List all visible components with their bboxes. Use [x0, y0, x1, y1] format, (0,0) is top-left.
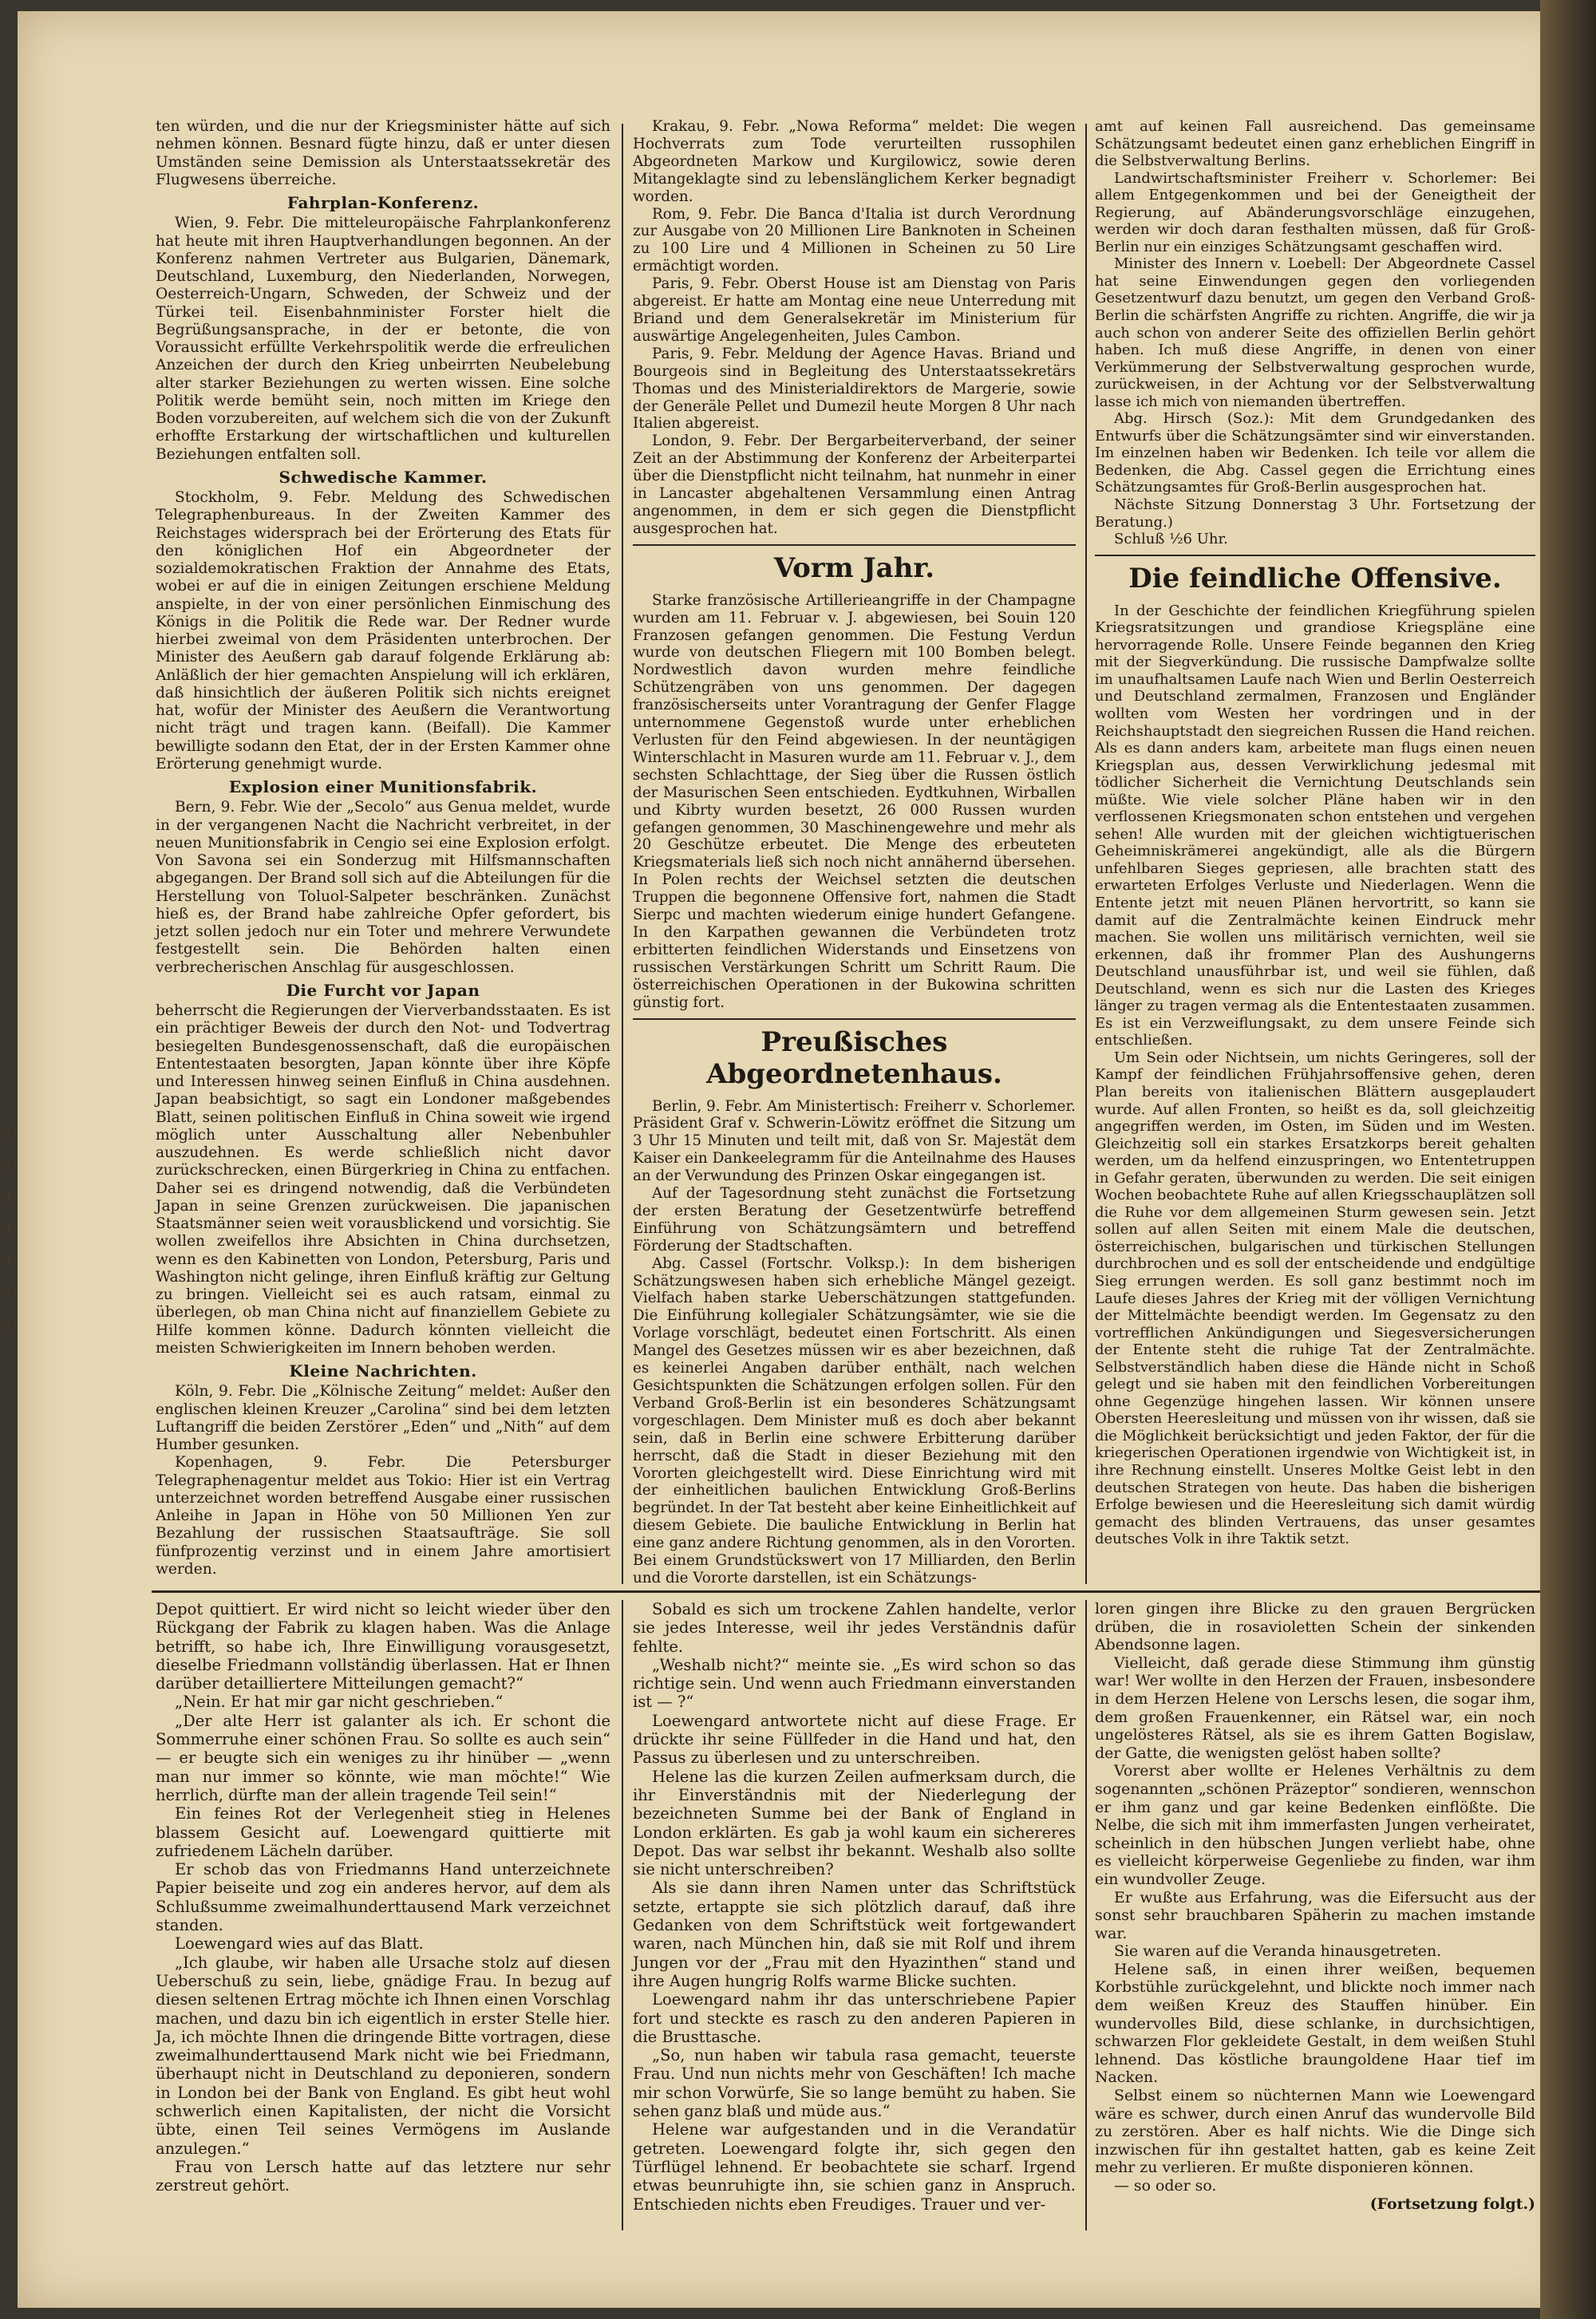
section-title: Preußisches Abgeordnetenhaus.: [706, 1025, 1002, 1090]
column-rule: [622, 124, 623, 1584]
paragraph: Schluß ½6 Uhr.: [1114, 531, 1228, 548]
paragraph: Starke französische Artillerieangriffe in der Champagne wurden am 11. Februar v. J. abgewiesen, bei Souin 120 Franzosen gefangen genommen. Die Festung Verdun wurde von deutschen Fliegern mit 100 Bomben belegt. Nordwestlich davon wurden mehre feindliche Schützengräben von uns genommen. Der dagegen französischerseits unter Vorantragung der Genfer Flagge unternommene Gegenstoß wurde unter erheblichen Verlusten für den Feind abgewiesen. In der neuntägigen Winterschlacht in Masuren wurde am 11. Februar v. J., dem sechsten Schlachttage, der Sieg über die Russen östlich der Masurischen Seen entschieden. Eydtkuhnen, Wirballen und Kibrty wurden besetzt, 26 000 Russen wurden gefangen genommen, 30 Maschinengewehre und mehr als 20 Geschütze erbeutet. Die Menge des erbeuteten Kriegsmaterials ließ sich noch nicht annähernd übersehen. In Polen rechts der Weichsel setzten die deutschen Truppen die begonnene Offensive fort, nahmen die Stadt Sierpc und machten wiederum einige hundert Gefangene. In den Karpathen gewannen die Verbündeten trotz erbitterten feindlichen Widerstands und Einsetzens von russischen Verstärkungen Schritt um Schritt Raum. Die österreichischen Operationen in der Bukowina schritten günstig fort.: [633, 591, 1076, 1011]
paragraph: loren gingen ihre Blicke zu den grauen Bergrücken drüben, die in rosavioletten Schein der sinkenden Abendsonne lagen.: [1095, 1600, 1535, 1654]
paragraph: In der Geschichte der feindlichen Kriegführung spielen Kriegsratsitzungen und grandiose Kriegspläne eine hervorragende Rolle. Unsere Feinde begannen den Krieg mit der Siegverkündung. Die russische Dampfwalze sollte im unaufhaltsamen Laufe nach Wien und Berlin Oesterreich und Deutschland zermalmen, Franzosen und Engländer wollten vom Westen her vordringen und in der Reichshauptstadt den siegreichen Russen die Hand reichen. Als es dann anders kam, arbeitete man flugs einen neuen Kriegsplan aus, dessen Verwirklichung jedesmal mit tödlicher Sicherheit die Vernichtung Deutschlands sein müßte. Wie viele solcher Pläne haben wir in den verflossenen Kriegsmonaten schon entstehen und vergehen sehen! Alle wurden mit der gleichen wichtigtuerischen Geheimniskrämerei angekündigt, alle als die Bürgern unfehlbaren Sieges gepriesen, alle brachten statt des erwarteten Erfolges Verluste und Niederlagen. Wenn die Entente jetzt mit neuen Plänen hervortritt, so kann sie damit auf die Zentralmächte keinen Eindruck mehr machen. Sie wollen uns militärisch vernichten, weil sie erkennen, daß ihr frommer Plan des Aushungerns Deutschland unausführbar ist, und weil sie fühlen, daß Deutschland, wenn es sich nur die Lasten des Krieges länger zu tragen vermag als die Ententestaaten zusammen. Es ist ein Verzweiflungsakt, zu dem unsere Feinde sich entschließen.: [1095, 602, 1535, 1049]
paragraph: Loewengard wies auf das Blatt.: [175, 1934, 424, 1954]
paragraph: Vielleicht, daß gerade diese Stimmung ihm günstig war! Wer wollte in den Herzen der Frauen, insbesondere in dem Herzen Helene von Lerschs lesen, die sogar ihm, dem großen Frauenkenner, ein Rätsel war, ein noch ungelösteres Rätsel, als sie es ihrem Gatten Bogislaw, der Gatte, die wenigsten gelöst haben sollte?: [1095, 1653, 1535, 1762]
paragraph: Helene war aufgestanden und in die Verandatür getreten. Loewengard folgte ihr, sich gegen den Türflügel lehnend. Er beobachtete sie scharf. Irgend etwas beunruhigte ihn, sie schien ganz in Anspruch. Entschieden nichts eben Freudiges. Trauer und ver-: [633, 2120, 1076, 2214]
paragraph: Bern, 9. Febr. Wie der „Secolo“ aus Genua meldet, wurde in der vergangenen Nacht die Nachricht verbreitet, in der neuen Munitionsfabrik in Cengio sei eine Explosion erfolgt. Von Savona sei ein Sonderzug mit Hilfsmannschaften abgegangen. Der Brand soll sich auf die Abteilungen für die Herstellung von Toluol-Salpeter beschränken. Zunächst hieß es, der Brand habe zahlreiche Opfer gefordert, bis jetzt sollen jedoch nur ein Toter und mehrere Verwundete festgestellt sein. Die Behörden halten einen verbrecherischen Anschlag für ausgeschlossen.: [156, 799, 610, 976]
paragraph: Depot quittiert. Er wird nicht so leicht wieder über den Rückgang der Fabrik zu klagen haben. Was die Anlage betrifft, so habe ich, Ihre Einwilligung vorausgesetzt, dieselbe Friedmann vollständig überlassen. Hat er Ihnen darüber detailliertere Mitteilungen gemacht?“: [156, 1600, 610, 1693]
paragraph: Abg. Hirsch (Soz.): Mit dem Grundgedanken des Entwurfs über die Schätzungsämter sind wir einverstanden. Im einzelnen haben wir Bedenken. Ich teile vor allem die Bedenken, die Abg. Cassel gegen die Errichtung eines Schätzungsamtes für Groß-Berlin ausgesprochen hat.: [1095, 410, 1535, 496]
feuilleton-column-3: [1095, 1600, 1535, 2230]
column-rule: [1085, 124, 1087, 1584]
paragraph: Loewengard antwortete nicht auf diese Frage. Er drückte ihr seine Füllfeder in die Hand und hat, den Passus zu überlesen und zu unterschreiben.: [633, 1711, 1076, 1768]
continuation-note: (Fortsetzung folgt.): [1369, 2195, 1535, 2213]
column-rule: [1085, 1600, 1087, 2230]
margin-marks: s s 3 3 3 3 ø: [2, 1125, 12, 1332]
paragraph: Sobald es sich um trockene Zahlen handelte, verlor sie jedes Interesse, weil ihr jedes Verständnis dafür fehlte.: [633, 1600, 1076, 1656]
paragraph: Helene saß, in einen ihrer weißen, bequemen Korbstühle zurückgelehnt, und blickte noch immer nach dem weißen Kreuz des Stauffen hinüber. Ein wundervolles Bild, diese schlanke, in durchsichtigen, schwarzen Flor gekleidete Gestalt, in dem weißen Stuhl lehnend. Das köstliche braungoldene Haar tief im Nacken.: [1095, 1960, 1535, 2087]
paragraph: Nächste Sitzung Donnerstag 3 Uhr. Fortsetzung der Beratung.): [1095, 496, 1535, 531]
paragraph: Rom, 9. Febr. Die Banca d'Italia ist durch Verordnung zur Ausgabe von 20 Millionen Lire Banknoten in Scheinen zu 100 Lire und 4 Millionen in Scheinen zu 50 Lire ermächtigt worden.: [633, 205, 1076, 275]
paragraph: „Der alte Herr ist galanter als ich. Er schont die Sommerruhe einer schönen Frau. So sollte es auch sein“ — er beugte sich ein weniges zu ihr hinüber — „wenn man nur immer so könnte, wie man möchte!“ Wie herrlich, dürfte man der allein tragende Teil sein!“: [156, 1711, 610, 1804]
paragraph: Stockholm, 9. Febr. Meldung des Schwedischen Telegraphenbureaus. In der Zweiten Kammer des Reichstages widersprach bei der Erörterung des Etats für den königlichen Hof ein Abgeordneter der sozialdemokratischen Fraktion der Annahme des Etats, wobei er auf die in einigen Zeitungen erschiene Meldung anspielte, in der von einer persönlichen Einmischung des Königs in die Politik die Rede war. Der Redner wurde hierbei zweimal von dem Präsidenten unterbrochen. Der Minister des Aeußern gab darauf folgende Erklärung ab: Anläßlich der hier gemachten Anspielung will ich erklären, daß hinsichtlich der äußeren Politik sich nichts ereignet hat, wofür der Minister des Aeußern die Verantwortung nicht trägt und tragen kann. (Beifall). Die Kammer bewilligte sodann den Etat, der in der Ersten Kammer ohne Erörterung genehmigt wurde.: [156, 489, 610, 772]
paragraph: Er schob das von Friedmanns Hand unterzeichnete Papier beiseite und zog ein anderes hervor, auf dem als Schlußsumme zweimalhunderttausend Mark verzeichnet standen.: [156, 1860, 610, 1935]
paragraph: Als sie dann ihren Namen unter das Schriftstück setzte, ertappte sie sich plötzlich darauf, daß ihre Gedanken von dem Schriftstück weit fortgewandert waren, nach München hin, daß sie mit Rolf und ihrem Jungen vor der „Frau mit den Hyazinthen“ stand und ihre Augen hungrig Rolfs warme Blicke suchten.: [633, 1879, 1076, 1990]
paragraph: Frau von Lersch hatte auf das letztere nur sehr zerstreut gehört.: [156, 2157, 610, 2195]
section-rule: [633, 1018, 1076, 1020]
column-rule: [622, 1600, 623, 2230]
paragraph: Er wußte aus Erfahrung, was die Eifersucht aus der sonst sehr brauchbaren Späherin zu machen imstande war.: [1095, 1888, 1535, 1942]
section-title: Die feindliche Offensive.: [1128, 562, 1502, 595]
paragraph: beherrscht die Regierungen der Vierverbandsstaaten. Es ist ein prächtiger Beweis der durch den Not- und Todvertrag besiegelten Bundesgenossenschaft, daß die europäischen Ententestaaten besorgten, Japan könnte über ihre Köpfe und Interessen hinweg seinen Einfluß in China ausdehnen. Japan beabsichtigt, so sagt ein Londoner maßgebendes Blatt, seinen politischen Einfluß in China soweit wie irgend möglich unter Ausschaltung aller Nebenbuhler auszudehnen. Es werde schließlich nicht davor zurückschrecken, einen Bürgerkrieg in China zu entfachen. Daher sei es dringend notwendig, daß die Verbündeten Japan in seine Grenzen zurückweisen. Die japanischen Staatsmänner seien weit vorausblickend und vorsichtig. Sie wollen zweifellos ihre Absichten in China durchsetzen, wenn es den Kabinetten von London, Petersburg, Paris und Washington nicht gelinge, ihren Einfluß kräftig zur Geltung zu bringen. Vielleicht sei es auch ratsam, einmal zu überlegen, ob man China nicht auf finanziellem Gebiete zu Hilfe kommen könne. Dadurch könnten vielleicht die meisten Schwierigkeiten im Innern behoben werden.: [156, 1002, 610, 1357]
paragraph: Landwirtschaftsminister Freiherr v. Schorlemer: Bei allem Entgegenkommen und bei der Geneigtheit der Regierung, auf Abänderungsvorschläge einzugehen, werden wir doch daran festhalten müssen, daß für Groß-Berlin nur ein einziges Schätzungsamt geschaffen wird.: [1095, 169, 1535, 255]
paragraph: „Ich glaube, wir haben alle Ursache stolz auf diesen Ueberschuß zu sein, liebe, gnädige Frau. In bezug auf diesen seltenen Ertrag möchte ich Ihnen einen Vorschlag machen, und dazu bin ich eigentlich in erster Stelle hier. Ja, ich möchte Ihnen die dringende Bitte vortragen, diese zweimalhunderttausend Mark nicht wie bei Friedmann, überhaupt nicht in Deutschland zu deponieren, sondern in London bei der Bank von England. Es gibt heut wohl schwerlich einen Kapitalisten, der nicht die Vorsicht übte, einen Teil seines Vermögens im Auslande anzulegen.“: [156, 1953, 610, 2158]
paragraph: „Nein. Er hat mir gar nicht geschrieben.“: [175, 1693, 504, 1712]
paragraph: London, 9. Febr. Der Bergarbeiterverband, der seiner Zeit an der Abstimmung der Konferenz der Arbeiterpartei über die Dienstpflicht nicht teilnahm, hat nunmehr in einer in Lancaster abgehaltenen Versammlung einen Antrag angenommen, in dem er sich gegen die Dienstpflicht ausgesprochen hat.: [633, 433, 1076, 537]
paragraph: Ein feines Rot der Verlegenheit stieg in Helenes blassem Gesicht auf. Loewengard quittierte mit zufriedenem Lächeln darüber.: [156, 1804, 610, 1860]
paragraph: Auf der Tagesordnung steht zunächst die Fortsetzung der ersten Beratung der Gesetzentwürfe betreffend Einführung von Schätzungsämtern und betreffend Förderung der Stadtschaften.: [633, 1185, 1076, 1254]
paragraph: Selbst einem so nüchternen Mann wie Loewengard wäre es schwer, durch einen Anruf das wundervolle Bild zu zerstören. Aber es half nichts. Wie die Dinge sich inzwischen für ihn gestaltet hatten, gab es keine Zeit mehr zu verlieren. Er mußte disponieren können.: [1095, 2087, 1535, 2177]
paragraph: Abg. Cassel (Fortschr. Volksp.): In dem bisherigen Schätzungswesen haben sich erhebliche Mängel gezeigt. Vielfach haben starke Ueberschätzungen stattgefunden. Die Einführung kollegialer Schätzungsämter, wie sie die Vorlage vorschlägt, bedeutet einen Fortschritt. Als einen Mangel des Gesetzes müssen wir es aber bezeichnen, daß es keinerlei Angaben darüber enthält, nach welchen Gesichtspunkten die Schätzungen erfolgen sollen. Für den Verband Groß-Berlin ist ein besonderes Schätzungsamt vorgeschlagen. Dem Minister muß es doch aber bekannt sein, daß in Berlin eine schwere Erbitterung darüber herrscht, daß die Stadt in dieser Beziehung mit den Vororten gleichgestellt wird. Diese Einrichtung wird mit der einheitlichen baulichen Entwicklung Groß-Berlins begründet. In der Tat besteht aber keine Einheitlichkeit auf diesem Gebiete. Die bauliche Entwicklung in Berlin hat eine ganz andere Richtung genommen, als in den Vororten. Bei einem Grundstückswert von 17 Milliarden, den Berlin und die Vororte darstellen, ist ein Schätzungs-: [633, 1254, 1076, 1586]
news-column-1: [156, 118, 610, 1586]
section-heading: Fahrplan-Konferenz.: [286, 193, 480, 212]
paragraph: Sie waren auf die Veranda hinausgetreten.: [1114, 1942, 1442, 1961]
page-edge: [1540, 0, 1596, 2319]
feuilleton-column-1: [156, 1600, 610, 2230]
paragraph: ten würden, und die nur der Kriegsminister hätte auf sich nehmen können. Besnard fügte hinzu, daß er unter diesen Umständen seine Demission als Unterstaatssekretär des Flugwesens überreiche.: [156, 118, 610, 188]
paragraph: Köln, 9. Febr. Die „Kölnische Zeitung“ meldet: Außer den englischen kleinen Kreuzer „Carolina“ sind bei dem letzten Luftangriff die beiden Zerstörer „Eden“ und „Nith“ auf dem Humber gesunken.: [156, 1383, 610, 1453]
section-rule: [633, 544, 1076, 546]
paragraph: Vorerst aber wollte er Helenes Verhältnis zu dem sogenannten „schönen Präzeptor“ sondieren, wennschon er ihm ganz und gar keine Bedenken einflößte. Die Nelbe, die sich mit ihm immerfasten Jungen verheiratet, scheinlich in den hübschen Jungen verliebt habe, ohne es vielleicht körperweise Gegenliebe zu finden, war ihm ein wundvoller Zeuge.: [1095, 1762, 1535, 1888]
paragraph: — so oder so.: [1114, 2177, 1217, 2195]
paragraph: Berlin, 9. Febr. Am Ministertisch: Freiherr v. Schorlemer. Präsident Graf v. Schwerin-Löwitz eröffnet die Sitzung um 3 Uhr 15 Minuten und teilt mit, daß von Sr. Majestät dem Kaiser ein Dankeelegramm für die Anteilnahme des Hauses an der Verwundung des Prinzen Oskar eingegangen ist.: [633, 1097, 1076, 1185]
paragraph: Paris, 9. Febr. Meldung der Agence Havas. Briand und Bourgeois sind in Begleitung des Unterstaatssekretärs Thomas und des Ministerialdirektors de Margerie, sowie der Generäle Pellet und Dumezil heute Morgen 8 Uhr nach Italien abgereist.: [633, 345, 1076, 433]
paragraph: Wien, 9. Febr. Die mitteleuropäische Fahrplankonferenz hat heute mit ihren Hauptverhandlungen begonnen. An der Konferenz nahmen Vertreter aus Bulgarien, Dänemark, Deutschland, Luxemburg, den Niederlanden, Norwegen, Oesterreich-Ungarn, Schweden, der Schweiz und der Türkei teil. Eisenbahnminister Forster hielt die Begrüßungsansprache, in der er betonte, die von Voraussicht erfüllte Verkehrspolitik werde die erfreulichen Anzeichen der durch den Krieg unbeirrten Neubelebung alter starker Beziehungen zu werten wissen. Eine solche Politik werde bemüht sein, noch mitten im Kriege den Boden vorzubereiten, auf welchem sich die von der Zukunft erhoffte Erstarkung der wirtschaftlichen und kulturellen Beziehungen entfalten soll.: [156, 215, 610, 463]
news-column-3: [1095, 118, 1535, 1586]
section-rule: [1095, 555, 1535, 556]
paragraph: Kopenhagen, 9. Febr. Die Petersburger Telegraphenagentur meldet aus Tokio: Hier ist ein Vertrag unterzeichnet worden betreffend Ausgabe einer russischen Anleihe in Japan in Höhe von 50 Millionen Yen zur Bezahlung der russischen Staatsaufträge. Sie soll fünfprozentig verzinst und in einem Jahre amortisiert werden.: [156, 1454, 610, 1578]
paragraph: Paris, 9. Febr. Oberst House ist am Dienstag von Paris abgereist. Er hatte am Montag eine neue Unterredung mit Briand und dem Generalsekretär im Ministerium für auswärtige Angelegenheiten, Jules Cambon.: [633, 275, 1076, 345]
paragraph: Krakau, 9. Febr. „Nowa Reforma“ meldet: Die wegen Hochverrats zum Tode verurteilten russophilen Abgeordneten Markow und Kurgilowicz, sowie deren Mitangeklagte sind zu lebenslänglichem Kerker begnadigt worden.: [633, 118, 1076, 205]
section-heading: Die Furcht vor Japan: [286, 980, 480, 1000]
feuilleton-rule: [152, 1590, 1540, 1593]
section-title: Vorm Jahr.: [773, 551, 935, 584]
paragraph: Loewengard nahm ihr das unterschriebene Papier fort und steckte es rasch zu den anderen Papieren in die Brusttasche.: [633, 1990, 1076, 2046]
section-heading: Explosion einer Munitionsfabrik.: [228, 777, 538, 796]
section-heading: Kleine Nachrichten.: [289, 1361, 477, 1381]
paragraph: „So, nun haben wir tabula rasa gemacht, teuerste Frau. Und nun nichts mehr von Geschäften! Ich mache mir schon Vorwürfe, Sie so lange bemüht zu haben. Sie sehen ganz blaß und müde aus.“: [633, 2046, 1076, 2121]
paragraph: amt auf keinen Fall ausreichend. Das gemeinsame Schätzungsamt bedeutet einen ganz erheblichen Eingriff in die Selbstverwaltung Berlins.: [1095, 118, 1535, 170]
paragraph: Um Sein oder Nichtsein, um nichts Geringeres, soll der Kampf der feindlichen Frühjahrsoffensive gehen, deren Plan bereits von italienischen Blättern ausgeplaudert wurde. Auf allen Fronten, so heißt es da, soll gleichzeitig angegriffen werden, im Osten, im Süden und im Westen. Gleichzeitig soll ein starkes Ersatzkorps bereit gehalten werden, um da helfend einzuspringen, wo Ententetruppen in Gefahr geraten, überwunden zu werden. Die seit einigen Wochen beobachtete Ruhe auf allen Kriegsschauplätzen soll die Ruhe vor dem allgemeinen Sturm gewesen sein. Jetzt sollen auf allen Seiten mit einem Male die deutschen, österreichischen, bulgarischen und türkischen Stellungen durchbrochen und es soll der entscheidende und endgültige Sieg errungen werden. Es soll ganz bestimmt noch im Laufe dieses Jahres der Krieg mit der völligen Vernichtung der Mittelmächte beendigt werden. Im Gegensatz zu den vortrefflichen Ankündigungen und Siegesversicherungen der Entente steht die ruhige Tat der Zentralmächte. Selbstverständlich haben diese die Hände nicht in Schoß gelegt und sie haben mit den feindlichen Vorbereitungen ohne Gegenzüge hingehen lassen. Wir können unsere Obersten Heeresleitung und müssen von ihr wissen, daß sie die Möglichkeit berücksichtigt und jeden Faktor, der für die kriegerischen Operationen irgendwie von Wichtigkeit ist, in ihre Rechnung einstellt. Unseres Moltke Geist lebt in den deutschen Strategen von heute. Das haben die bisherigen Erfolge bewiesen und die Heeresleitung sich damit würdig gemacht des blinden Vertrauens, das unser gesamtes deutsches Volk in ihre Taktik setzt.: [1095, 1049, 1535, 1548]
paragraph: Minister des Innern v. Loebell: Der Abgeordnete Cassel hat seine Einwendungen gegen den vorliegenden Gesetzentwurf dazu benutzt, um gegen den Verband Groß-Berlin die schärfsten Angriffe zu richten. Angriffe, die wir ja auch schon von anderer Seite des offiziellen Berlin gehört haben. Ich muß diese Angriffe, in denen von einer Verkümmerung der Selbstverwaltung gesprochen wurde, zurückweisen, in der Achtung vor der Selbstverwaltung lasse ich mich von niemanden übertreffen.: [1095, 255, 1535, 410]
paragraph: Helene las die kurzen Zeilen aufmerksam durch, die ihr Einverständnis mit der Niederlegung der bezeichneten Summe bei der Bank of England in London erklärten. Es gab ja wohl kaum ein sichereres Depot. Das war selbst ihr bekannt. Weshalb also sollte sie nicht unterschreiben?: [633, 1767, 1076, 1879]
paragraph: „Weshalb nicht?“ meinte sie. „Es wird schon so das richtige sein. Und wenn auch Friedmann einverstanden ist — ?“: [633, 1655, 1076, 1712]
news-column-2: [633, 118, 1076, 1586]
feuilleton-column-2: [633, 1600, 1076, 2230]
section-heading: Schwedische Kammer.: [279, 467, 488, 487]
